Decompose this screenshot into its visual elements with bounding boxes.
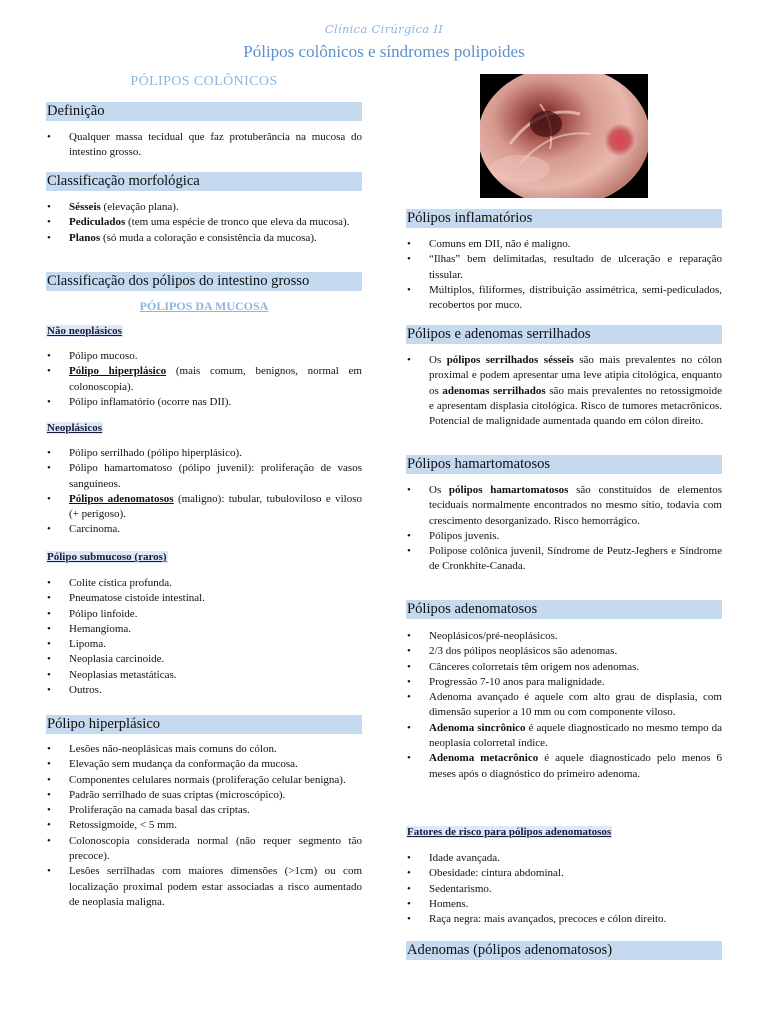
list-item: • Carcinoma.	[46, 522, 362, 537]
nao-neoplasicos-label: Não neoplásicos	[47, 325, 122, 337]
list-item: • Proliferação na camada basal das criptas.	[46, 803, 362, 818]
list-item: • 2/3 dos pólipos neoplásicos são adenomas.	[406, 644, 722, 659]
heading-inflamatorios: Pólipos inflamatórios	[406, 209, 722, 228]
list-item: • Componentes celulares normais (proliferação celular benigna).	[46, 773, 362, 788]
heading-hiperplasico: Pólipo hiperplásico	[46, 715, 362, 734]
adenomatosos-list	[406, 629, 722, 782]
list-item: • “Ilhas” bem delimitadas, resultado de ulceração e reparação tissular.	[406, 252, 722, 283]
list-item: • Padrão serrilhado de suas criptas (microscópico).	[46, 788, 362, 803]
definicao-list	[46, 130, 362, 161]
list-item: • Colite cística profunda.	[46, 576, 362, 591]
course-name: Clínica Cirúrgica II	[324, 22, 444, 36]
fatores-list	[406, 851, 722, 927]
nao-neoplasicos-list	[46, 349, 362, 410]
serrilhados-list	[406, 353, 722, 429]
heading-morfologica: Classificação morfológica	[46, 172, 362, 191]
list-item: • Outros.	[46, 683, 362, 698]
morfologica-list	[46, 200, 362, 246]
mucosa-subheading: PÓLIPOS DA MUCOSA	[139, 299, 269, 313]
submucoso-list	[46, 576, 362, 698]
list-item: • Pólipo hiperplásico (mais comum, benignos, normal em colonoscopia).	[46, 364, 362, 395]
list-item: • Qualquer massa tecidual que faz protuberância na mucosa do intestino grosso.	[46, 130, 362, 161]
heading-definicao: Definição	[46, 102, 362, 121]
list-item: • Pólipo hamartomatoso (pólipo juvenil): proliferação de vasos sanguíneos.	[46, 461, 362, 492]
list-item: • Obesidade: cintura abdominal.	[406, 866, 722, 881]
list-item: • Sedentarismo.	[406, 882, 722, 897]
heading-hamartomatosos: Pólipos hamartomatosos	[406, 455, 722, 474]
list-item: • Pediculados (tem uma espécie de tronco que eleva da mucosa).	[46, 215, 362, 230]
neoplasicos-list	[46, 446, 362, 538]
list-item: • Planos (só muda a coloração e consistência da mucosa).	[46, 231, 362, 246]
list-item: • Adenoma avançado é aquele com alto grau de displasia, com dimensão superior a 10 mm ou com componente viloso.	[406, 690, 722, 721]
heading-adenomatosos: Pólipos adenomatosos	[406, 600, 722, 619]
list-item: • Polipose colônica juvenil, Síndrome de Peutz-Jeghers e Síndrome de Cronkhite-Canada.	[406, 544, 722, 575]
list-item: • Colonoscopia considerada normal (não requer segmento tão precoce).	[46, 834, 362, 865]
list-item: • Os pólipos hamartomatosos são constituídos de elementos teciduais normalmente encontrados no mesmo sítio, todavia com crescimento desorganizado. Risco hemorrágico.	[406, 483, 722, 529]
list-item: • Adenoma metacrônico é aquele diagnosticado pelo menos 6 meses após o diagnóstico do primeiro adenoma.	[406, 751, 722, 782]
heading-adenomas: Adenomas (pólipos adenomatosos)	[406, 941, 722, 960]
list-item: • Lesões não-neoplásicas mais comuns do cólon.	[46, 742, 362, 757]
hiperplasico-list	[46, 742, 362, 910]
list-item: • Pólipos juvenis.	[406, 529, 722, 544]
list-item: • Homens.	[406, 897, 722, 912]
fatores-label: Fatores de risco para pólipos adenomatosos	[407, 826, 612, 838]
submucoso-label: Pólipo submucoso (raros)	[47, 551, 167, 563]
list-item: • Pneumatose cistoide intestinal.	[46, 591, 362, 606]
list-item: • Comuns em DII, não é maligno.	[406, 237, 722, 252]
section-title: PÓLIPOS COLÔNICOS	[130, 74, 278, 89]
list-item: • Pólipos adenomatosos (maligno): tubular, tubuloviloso e viloso (+ perigoso).	[46, 492, 362, 523]
list-item: • Pólipo serrilhado (pólipo hiperplásico).	[46, 446, 362, 461]
document-title: Pólipos colônicos e síndromes polipoides	[243, 42, 525, 61]
list-item: • Retossigmoide, < 5 mm.	[46, 818, 362, 833]
list-item: • Progressão 7-10 anos para malignidade.	[406, 675, 722, 690]
list-item: • Neoplasia carcinoide.	[46, 652, 362, 667]
heading-classificacao: Classificação dos pólipos do intestino grosso	[46, 272, 362, 291]
neoplasicos-label: Neoplásicos	[47, 422, 102, 434]
list-item: • Lesões serrilhadas com maiores dimensões (>1cm) ou com localização proximal podem estar associadas a risco aumentado de neoplasia maligna.	[46, 864, 362, 910]
list-item: • Os pólipos serrilhados sésseis são mais prevalentes no cólon proximal e podem apresentar uma leve atipia citológica, enquanto os adenomas serrilhados são mais prevalentes no retossigmoide e apresentam displasia citológica. Risco de tumores metacrônicos. Potencial de malignidade aumentada quando em cólon direito.	[406, 353, 722, 429]
list-item: • Lipoma.	[46, 637, 362, 652]
list-item: • Pólipo inflamatório (ocorre nas DII).	[46, 395, 362, 410]
list-item: • Sésseis (elevação plana).	[46, 200, 362, 215]
list-item: • Cânceres colorretais têm origem nos adenomas.	[406, 660, 722, 675]
hamartomatosos-list	[406, 483, 722, 575]
list-item: • Neoplásicos/pré-neoplásicos.	[406, 629, 722, 644]
list-item: • Elevação sem mudança da conformação da mucosa.	[46, 757, 362, 772]
list-item: • Pólipo linfoide.	[46, 607, 362, 622]
heading-serrilhados: Pólipos e adenomas serrilhados	[406, 325, 722, 344]
list-item: • Raça negra: mais avançados, precoces e cólon direito.	[406, 912, 722, 927]
list-item: • Adenoma sincrônico é aquele diagnosticado no mesmo tempo da neoplasia colorretal índice.	[406, 721, 722, 752]
list-item: • Hemangioma.	[46, 622, 362, 637]
list-item: • Idade avançada.	[406, 851, 722, 866]
list-item: • Neoplasias metastáticas.	[46, 668, 362, 683]
list-item: • Pólipo mucoso.	[46, 349, 362, 364]
list-item: • Múltiplos, filiformes, distribuição assimétrica, semi-pediculados, recobertos por muco.	[406, 283, 722, 314]
endoscopy-image	[480, 74, 648, 198]
inflamatorios-list	[406, 237, 722, 313]
